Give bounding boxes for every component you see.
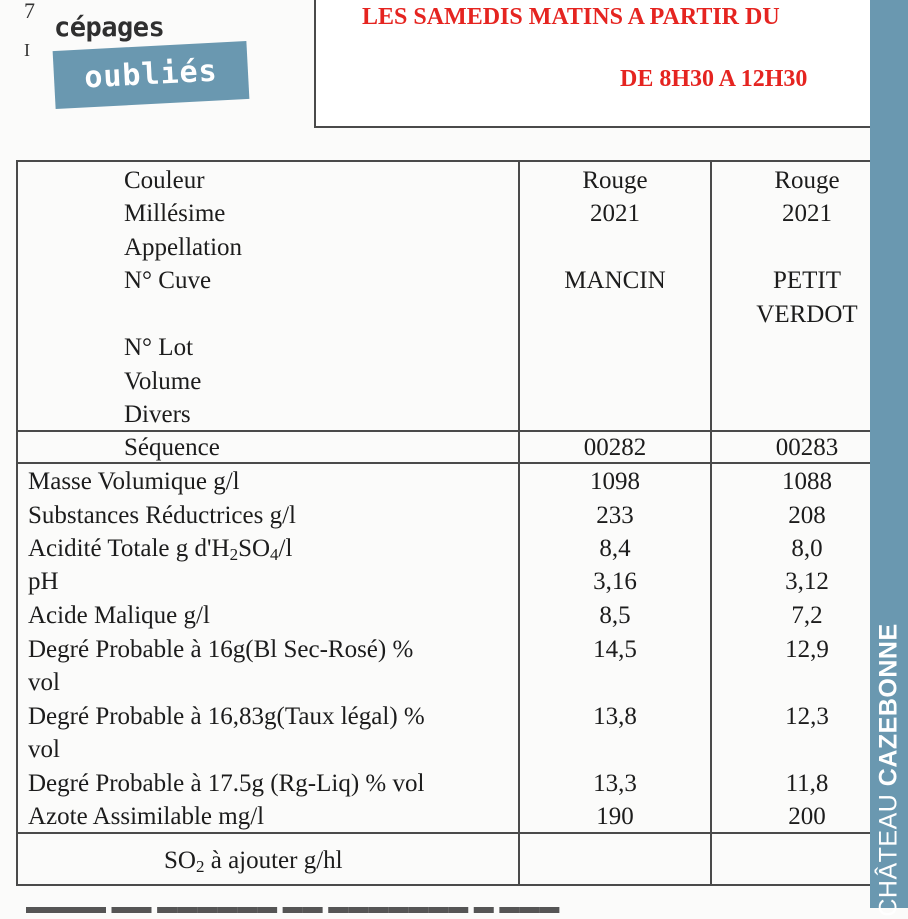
page-scrap-left: I: [24, 40, 30, 60]
row-label-malique: Acide Malique g/l: [28, 602, 210, 629]
col2-cuve-line1: PETIT: [772, 267, 842, 294]
banner-line-1: LES SAMEDIS MATINS A PARTIR DU: [362, 4, 780, 30]
field-lot: N° Lot: [124, 334, 194, 361]
footer-text: ▬▬▬▬ ▬▬ ▬▬▬▬▬▬ ▬▬ ▬▬▬▬▬▬▬ ▬ ▬▬▬: [26, 896, 560, 918]
col1-millesime: 2021: [590, 200, 640, 227]
row-value: 8,4: [599, 535, 631, 562]
row-label-degre-175: Degré Probable à 17.5g (Rg-Liq) % vol: [28, 770, 425, 797]
row-label-masse: Masse Volumique g/l: [28, 468, 240, 495]
row-label-degre-1683: Degré Probable à 16,83g(Taux légal) %: [28, 703, 425, 730]
col2-couleur: Rouge: [774, 167, 840, 194]
col2-cuve-line2: VERDOT: [756, 301, 858, 328]
row-value: 1088: [782, 468, 832, 495]
row-value: 11,8: [785, 770, 829, 797]
field-appellation: Appellation: [124, 234, 243, 261]
field-millesime: Millésime: [124, 200, 226, 227]
row-value: 3,12: [785, 568, 829, 595]
field-couleur: Couleur: [124, 167, 205, 194]
sequence-label: Séquence: [124, 434, 220, 461]
row-value: 200: [788, 803, 826, 830]
row-value: 7,2: [791, 602, 823, 629]
row-label-ph: pH: [28, 568, 59, 595]
row-value: 13,3: [593, 770, 637, 797]
opening-hours-banner: [314, 0, 908, 128]
row-value: 8,5: [599, 602, 631, 629]
row-value: 14,5: [593, 636, 637, 663]
row-label-substances: Substances Réductrices g/l: [28, 502, 296, 529]
row-label-degre-16: Degré Probable à 16g(Bl Sec-Rosé) %: [28, 636, 414, 663]
row-value: 12,3: [785, 703, 829, 730]
logo-oublies: oubliés: [53, 41, 250, 109]
col2-sequence: 00283: [775, 434, 839, 461]
banner-line-2: DE 8H30 A 12H30: [620, 66, 808, 92]
row-value: 13,8: [593, 703, 637, 730]
col1-cuve: MANCIN: [564, 267, 666, 294]
row-value: 208: [788, 502, 826, 529]
row-label-azote: Azote Assimilable mg/l: [28, 803, 265, 830]
row-label-degre-1683-cont: vol: [28, 736, 60, 763]
row-label-degre-16-cont: vol: [28, 669, 60, 696]
col2-millesime: 2021: [782, 200, 832, 227]
field-volume: Volume: [124, 368, 202, 395]
page-scrap-top: 7: [24, 0, 35, 23]
row-value: 3,16: [593, 568, 637, 595]
row-value: 233: [596, 502, 634, 529]
logo-cepages: cépages: [52, 12, 170, 44]
row-value: 1098: [590, 468, 640, 495]
so2-label: $SO_2$ à ajouter g/hl: [164, 847, 343, 876]
row-value: 190: [596, 803, 634, 830]
row-label-acidite: Acidité Totale g $d'H_2SO_4/l$: [28, 535, 293, 564]
brand-chateau-cazebonne: CHÂTEAU CAZEBONNE: [874, 623, 903, 917]
row-value: 12,9: [785, 636, 829, 663]
row-value: 8,0: [791, 535, 823, 562]
field-divers: Divers: [124, 401, 191, 428]
analysis-table: [16, 160, 896, 886]
col1-sequence: 00282: [583, 434, 647, 461]
field-cuve: N° Cuve: [124, 267, 212, 294]
col1-couleur: Rouge: [582, 167, 648, 194]
